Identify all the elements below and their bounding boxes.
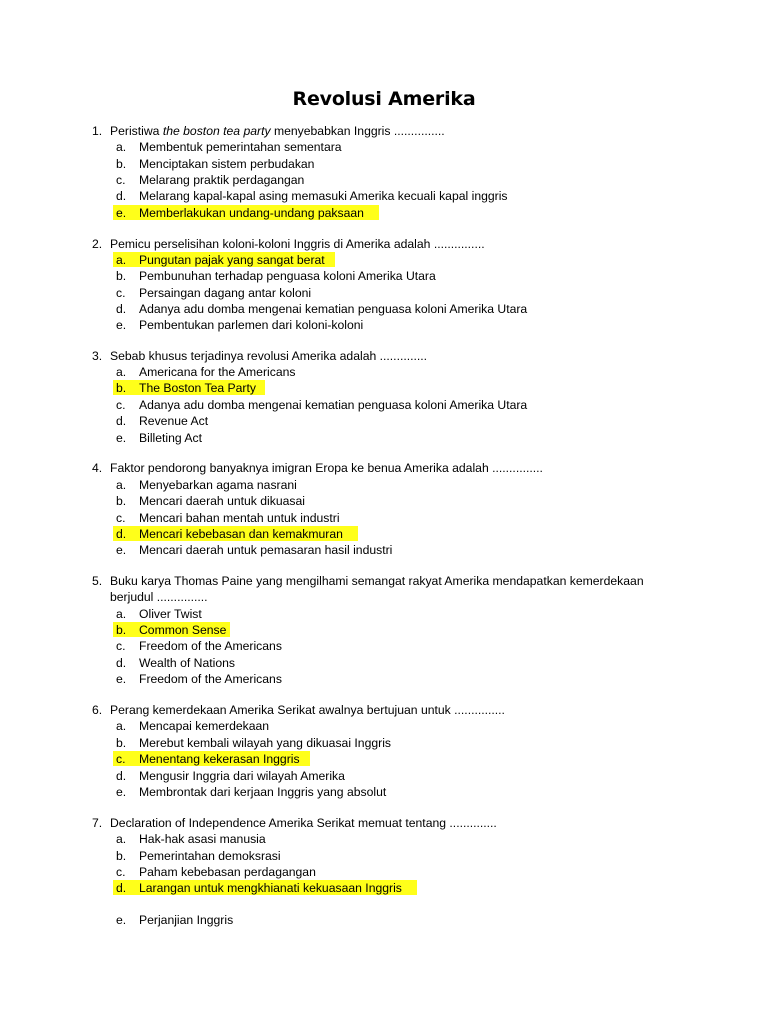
question-number: 4. (92, 461, 103, 475)
question-text: Sebab khusus terjadinya revolusi Amerika adalah .............. (110, 349, 428, 363)
question-number: 7. (92, 816, 103, 830)
question-text: Peristiwa the boston tea party menyebabkan Inggris ............... (110, 124, 445, 138)
question-text: Pemicu perselisihan koloni-koloni Inggris di Amerika adalah ............... (110, 237, 485, 251)
document-title: Revolusi Amerika (292, 88, 476, 110)
question-number: 1. (92, 124, 103, 138)
question-number: 6. (92, 703, 103, 717)
question-text: Declaration of Independence Amerika Serikat memuat tentang .............. (110, 816, 497, 830)
question-text: Perang kemerdekaan Amerika Serikat awalnya bertujuan untuk ............... (110, 703, 505, 717)
question-text: Faktor pendorong banyaknya imigran Eropa ke benua Amerika adalah ............... (110, 461, 543, 475)
question-number: 5. (92, 574, 103, 588)
question-text: Buku karya Thomas Paine yang mengilhami semangat rakyat Amerika mendapatkan kemerdekaan berjudul ............... (110, 574, 644, 604)
question-number: 3. (92, 349, 103, 363)
question-number: 2. (92, 237, 103, 251)
